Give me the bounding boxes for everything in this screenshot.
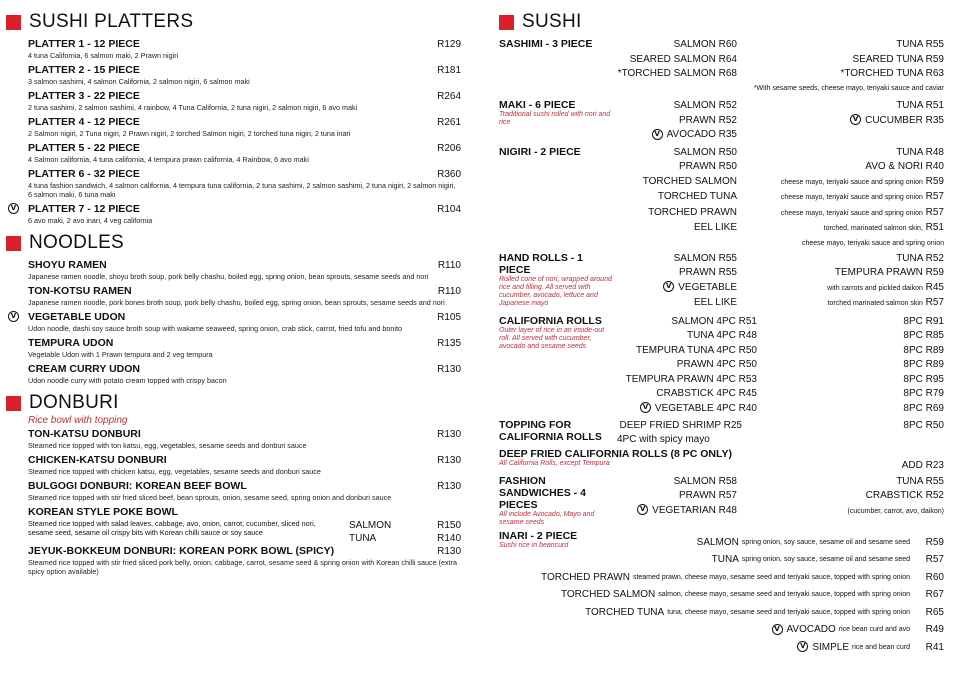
inari-desc: tuna, cheese mayo, sesame seed and teriyaki sauce, topped with spring onion [667,608,910,616]
left-entry: TORCHED TUNA [657,191,737,202]
vegetarian-icon: V [772,624,783,635]
item-desc: Japanese ramen noodle, shoyu broth soup, pork belly chashu, boiled egg, spring onion, bean sprouts, sesame seeds and nori [28,272,429,281]
section-sushi [499,10,944,34]
right-entry [737,128,944,143]
item-desc: Steamed rice topped with stir fried sliced pork belly, onion, cabbage, carrot, sesame seed & spring onion with Korean chilli sauce (extra spicy option available) [28,558,457,576]
item-name: PLATTER 5 - 22 PIECE [28,142,140,154]
vegetarian-icon: V [797,641,808,652]
left-entry: PRAWN R55 [679,267,737,278]
group-title: DEEP FRIED CALIFORNIA ROLLS (8 PC ONLY) [499,447,732,460]
price-line [499,604,944,622]
vegetarian-icon: V [8,203,19,214]
right-entry: AVO & NORI R40 [865,161,944,172]
sushi-group-inari [499,530,944,657]
right-entry: 8PC R85 [903,330,944,341]
right-entry: with carrots and pickled daikon R45 [827,281,944,293]
left-entry: TORCHED PRAWN [648,206,737,218]
section-subtitle: Rice bowl with topping [28,415,128,426]
item-title-row [28,116,461,129]
group-note: All include Avocado, Mayo and sesame seeds [499,510,595,526]
vegetarian-icon: V [652,129,663,140]
section-marker-icon [6,396,21,411]
item-desc: 3 salmon sashimi, 4 salmon California, 2 salmon nigiri, 6 salmon maki [28,77,250,86]
item-name: SHOYU RAMEN [28,259,107,271]
item-desc: 4 tuna California, 6 salmon maki, 2 Prawn nigiri [28,51,179,60]
right-entry: TUNA R51 [896,100,944,111]
item-price: R135 [437,338,461,349]
price-line [617,38,944,53]
left-entry: V VEGETARIAN R48 [617,504,737,520]
group-title: HAND ROLLS - 1 PIECE [499,251,583,276]
right-entry: 8PC R89 [903,344,944,356]
sushi-group-sashimi [499,38,944,96]
left-entry [617,237,737,249]
menu-item [28,142,461,164]
price-line [617,221,944,237]
menu-item-poke [28,506,461,545]
inari-desc: rice and bean curd [852,643,910,651]
right-entry: SEARED TUNA R59 [852,53,944,65]
item-name: PLATTER 1 - 12 PIECE [28,38,140,50]
right-entry: cheese mayo, teriyaki sauce and spring onion R59 [780,175,944,187]
entry-note: cheese mayo, teriyaki sauce and spring onion [801,239,944,247]
left-entry: SALMON R55 [673,252,737,264]
price-line [617,128,944,143]
item-price: R129 [437,39,461,50]
left-entry: TEMPURA TUNA 4PC R50 [636,344,757,356]
right-entry [737,504,944,520]
section-marker-icon [6,15,21,30]
item-name: PLATTER 3 - 22 PIECE [28,90,140,102]
vegetarian-icon: V [663,281,674,292]
section-marker-icon [499,15,514,30]
group-title: FASHION SANDWICHES - 4 PIECES [499,474,586,511]
right-entry: CRABSTICK R52 [865,490,944,501]
left-entry: SALMON R52 [673,100,737,111]
menu-item [28,363,461,385]
price-line [499,621,944,639]
inari-lines [499,534,944,657]
group-note: Sushi rice in beancurd [499,541,569,549]
left-entry: SALMON 4PC R51 [671,315,757,327]
item-desc: Udon noodle curry with potato cream topped with crispy bacon [28,376,227,385]
inari-price: R59 [925,536,944,548]
inari-name: V SIMPLE [797,639,849,657]
right-entry: TUNA R52 [896,252,944,264]
price-line [499,460,944,471]
price-line [617,160,944,175]
item-price: R181 [437,65,461,76]
inari-name: TORCHED TUNA [585,606,665,618]
group-lines [617,99,944,143]
price-line [617,387,944,402]
group-lines [617,252,944,312]
group-lines [617,38,944,96]
price-line [617,329,944,344]
left-entry: TUNA 4PC R48 [686,330,757,341]
menu-item [28,337,461,359]
group-label [499,99,617,143]
inari-name: TUNA [711,554,739,565]
item-desc: Steamed rice topped with chicken katsu, egg, vegetables, sesame seeds and donburi sauce [28,467,321,476]
left-entry: TEMPURA PRAWN 4PC R53 [625,373,757,385]
item-price: R264 [437,91,461,102]
sashimi-note: *With sesame seeds, cheese mayo, teriyaki sauce and caviar [753,84,944,92]
vegetarian-icon: V [850,114,861,125]
option-price: R150 [437,520,461,531]
sushi-group-california [499,315,944,417]
item-desc: 4 tuna fashion sandwich, 4 salmon california, 4 tempura tuna california, 2 tuna sashimi, 2 salmon sashimi, 2 tuna nigiri, 2 salmon nigiri, 6 salmon maki, 6 tuna maki [28,181,456,199]
item-name: KOREAN STYLE POKE BOWL [28,506,178,518]
inari-desc: spring onion, soy sauce, sesame oil and sesame seed [741,538,910,546]
group-label [499,419,617,445]
left-entry: SEARED SALMON R64 [629,53,737,65]
left-entry: EEL LIKE [694,297,737,308]
group-lines [617,419,944,445]
entry-note: with carrots and pickled daikon [827,284,923,292]
group-label [499,38,617,96]
group-title: CALIFORNIA ROLLS [499,314,602,327]
right-entry: V CUCUMBER R35 [737,114,944,129]
inari-price: R60 [925,571,944,583]
item-name: V PLATTER 7 - 12 PIECE [28,203,140,216]
item-title-row [28,337,461,350]
item-title-row [28,90,461,103]
left-entry: V AVOCADO R35 [617,128,737,143]
right-column [499,10,944,656]
vegetarian-icon: V [640,402,651,413]
group-title: NIGIRI - 2 PIECE [499,145,581,158]
group-note: Outer layer of rice in an inside-out roll. All served with cucumber, avocado and sesame seeds [499,326,605,350]
group-label [499,252,617,312]
item-desc: 2 tuna sashimi, 2 salmon sashimi, 4 rainbow, 4 Tuna California, 2 tuna nigiri, 2 salmon nigiri, 6 avo maki [28,103,358,112]
item-name: PLATTER 6 - 32 PIECE [28,168,140,180]
section-marker-icon [6,236,21,251]
sushi-group-hand-rolls [499,252,944,312]
left-entry: DEEP FRIED SHRIMP R25 [619,420,742,431]
menu-item [28,64,461,86]
item-title-row [28,64,461,77]
item-price: R104 [437,204,461,215]
inari-price: R65 [925,606,944,618]
menu-item [28,38,461,60]
item-price: R105 [437,312,461,323]
item-name: PLATTER 2 - 15 PIECE [28,64,140,76]
group-lines [617,475,944,527]
left-entry: PRAWN R52 [679,114,737,126]
item-name: TON-KATSU DONBURI [28,428,141,440]
price-line [617,358,944,373]
left-entry: EEL LIKE [694,222,737,233]
right-entry: TUNA R48 [896,146,944,158]
option-label: TUNA [349,533,377,544]
section-noodles [6,231,461,255]
menu-item [28,90,461,112]
price-line [617,206,944,222]
inari-desc: rice bean curd and avo [838,626,910,633]
item-price: R110 [437,286,461,297]
poke-option-tuna [331,532,461,545]
inari-desc: steamed prawn, cheese mayo, sesame seed and teriyaki sauce, topped with spring onion [632,573,910,581]
item-title-row [28,259,461,272]
item-price: R130 [437,546,461,557]
price-line [617,296,944,312]
item-price: R130 [437,455,461,466]
sushi-group-maki [499,99,944,143]
sushi-group-fashion [499,475,944,527]
price-line [617,237,944,249]
item-name: TON-KOTSU RAMEN [28,285,132,297]
item-title-row [28,142,461,155]
left-entry: TORCHED SALMON [642,175,737,187]
right-entry: TUNA R55 [896,39,944,50]
sushi-list [499,38,944,656]
item-name: CREAM CURRY UDON [28,363,141,375]
right-entry: cheese mayo, teriyaki sauce and spring onion R57 [780,191,944,202]
price-line [617,504,944,520]
section-title: NOODLES [29,232,125,253]
left-entry: SALMON R50 [673,146,737,158]
price-line [617,53,944,68]
poke-prices [331,519,461,545]
menu-item [10,203,461,225]
menu-item [10,311,461,333]
price-line [617,434,944,445]
sushi-group-topping [499,419,944,445]
entry-note: cheese mayo, teriyaki sauce and spring onion [780,209,923,217]
price-line [499,569,944,587]
menu-item [28,259,461,281]
item-price: R130 [437,429,461,440]
item-desc: 6 avo maki, 2 avo inari, 4 veg california [28,216,153,225]
price-line [617,99,944,114]
noodles-list [6,259,461,385]
inari-price: R49 [925,624,944,635]
item-price: R360 [437,169,461,180]
option-label: SALMON [349,520,392,531]
left-entry: V VEGETABLE [617,281,737,297]
option-price: R140 [437,533,461,544]
item-title-row [28,428,461,441]
inari-name: SALMON [696,536,739,548]
price-line [617,175,944,191]
menu-item [28,454,461,476]
menu-item [28,168,461,199]
item-title-row [28,285,461,298]
inari-name: TORCHED PRAWN [541,571,630,583]
item-title-row [28,480,461,493]
item-desc: 4 Salmon california, 4 tuna california, 4 tempura prawn california, 4 Rainbow, 6 avo maki [28,155,309,164]
entry-note: cheese mayo, teriyaki sauce and spring onion [780,194,923,201]
price-line [617,475,944,490]
donburi-list [6,428,461,502]
entry-note: cheese mayo, teriyaki sauce and spring onion [780,178,923,186]
price-line [617,114,944,129]
left-entry: *TORCHED SALMON R68 [617,68,737,79]
right-entry: ADD R23 [901,459,944,471]
right-entry: TEMPURA PRAWN R59 [834,267,944,278]
item-price: R110 [437,260,461,271]
menu-item [28,428,461,450]
item-desc: Steamed rice topped with salad leaves, cabbage, avo, onion, carrot, cucumber, sliced nori, sesame seed, sesame oil crispy bits with Korean chilli sauce or soy sauce [28,519,316,537]
item-desc: Japanese ramen noodle, pork bones broth soup, pork belly chashu, boiled egg, spring onion, bean sprouts, sesame seeds and nori [28,298,445,307]
price-line [617,190,944,206]
section-donburi [6,391,461,415]
item-title-row [28,454,461,467]
left-entry: CRABSTICK 4PC R45 [656,388,757,399]
item-title-row [28,38,461,51]
left-entry: PRAWN R50 [679,161,737,172]
section-sushi-platters [6,10,461,34]
price-line [617,281,944,297]
item-desc: Steamed rice topped with stir fried sliced beef, bean sprouts, onion, sesame seed, spring onion and donburi sauce [28,493,392,502]
group-note: All California Rolls, except Tempura [499,459,610,467]
poke-option-salmon [331,519,461,532]
price-line [617,489,944,504]
left-column [6,10,461,580]
menu-item [28,285,461,307]
inari-price: R41 [925,641,944,653]
price-line [617,266,944,281]
item-title-row [10,311,461,324]
price-line [617,373,944,388]
group-title: CALIFORNIA ROLLS [499,431,602,443]
price-line [499,551,944,569]
group-note: Traditional sushi rolled with nori and rice [499,111,611,126]
group-note: Rolled cone of nori, wrapped around rice and filling. All served with cucumber, avocado, lettuce and Japanese mayo [499,275,612,307]
vegetarian-icon: V [637,504,648,515]
right-entry: 8PC R79 [903,388,944,399]
group-lines [617,315,944,417]
item-name: CHICKEN-KATSU DONBURI [28,454,167,466]
price-line [499,586,944,604]
right-entry: torched marinated salmon skin R57 [827,297,944,308]
inari-price: R57 [925,554,944,565]
item-title-row [28,545,461,558]
item-title-row [10,203,461,216]
item-name: JEYUK-BOKKEUM DONBURI: KOREAN PORK BOWL (SPICY) [28,545,335,557]
inari-desc: salmon, cheese mayo, sesame seed and teriyaki sauce, topped with spring onion [658,591,910,598]
group-label [499,315,617,417]
group-title: TOPPING FOR [499,419,572,431]
topping-sub: 4PC with spicy mayo [617,433,710,445]
item-desc: Udon noodle, dashi soy sauce broth soup with wakame seaweed, spring onion, crab stick, carrot, fried tofu and bonito [28,324,402,333]
menu-item [28,480,461,502]
poke-row [28,519,461,545]
group-label [499,448,944,460]
item-desc: Vegetable Udon with 1 Prawn tempura and 2 veg tempura [28,350,213,359]
platters-list [6,38,461,225]
entry-note: (cucumber, carrot, avo, daikon) [847,507,944,515]
price-line [617,344,944,359]
group-title: MAKI - 6 PIECE [499,99,576,111]
right-entry: *TORCHED TUNA R63 [840,68,944,79]
left-entry: V VEGETABLE 4PC R40 [617,402,757,417]
sushi-group-nigiri [499,146,944,249]
price-line [617,315,944,330]
item-price: R130 [437,481,461,492]
left-entry: PRAWN 4PC R50 [676,359,757,370]
left-entry: SALMON R58 [673,475,737,487]
right-entry: TUNA R55 [896,475,944,487]
section-title: SUSHI [522,11,582,32]
item-title-row [28,363,461,376]
vegetarian-icon: V [8,311,19,322]
menu-item-jeyuk [28,545,461,576]
item-name: TEMPURA UDON [28,337,114,349]
inari-desc: spring onion, soy sauce, sesame oil and sesame seed [741,556,910,563]
sushi-group-deep-fried [499,448,944,471]
item-price: R130 [437,364,461,375]
group-label [499,475,617,527]
group-lines [617,146,944,249]
item-price: R261 [437,117,461,128]
section-title: SUSHI PLATTERS [29,11,194,32]
item-name: PLATTER 4 - 12 PIECE [28,116,140,128]
left-entry: SALMON R60 [673,39,737,50]
inari-name: TORCHED SALMON [560,589,656,600]
price-line [617,402,944,417]
item-name: BULGOGI DONBURI: KOREAN BEEF BOWL [28,480,247,492]
item-title-row [28,168,461,181]
inari-name: V AVOCADO [772,621,836,639]
right-entry [737,237,944,249]
menu-item [28,116,461,138]
item-price: R206 [437,143,461,154]
right-entry: 8PC R69 [903,402,944,414]
right-entry: cheese mayo, teriyaki sauce and spring onion R57 [780,206,944,218]
price-line [617,419,944,434]
left-entry: PRAWN R57 [679,490,737,501]
item-desc: Steamed rice topped with ton katsu, egg, vegetables, sesame seeds and donburi sauce [28,441,307,450]
right-entry: 8PC R50 [903,420,944,431]
right-entry: 8PC R89 [903,359,944,370]
group-title: SASHIMI - 3 PIECE [499,38,593,50]
entry-note: torched marinated salmon skin [827,300,923,307]
price-line [617,67,944,82]
right-entry: 8PC R95 [903,373,944,385]
right-entry: 8PC R91 [903,315,944,327]
inari-price: R67 [925,589,944,600]
price-line [499,639,944,657]
section-title: DONBURI [29,392,119,413]
entry-note: torched, marinated salmon skin, [823,225,923,232]
item-name: V VEGETABLE UDON [28,311,125,324]
right-entry: torched, marinated salmon skin, R51 [823,222,944,233]
group-title: INARI - 2 PIECE [499,529,578,542]
price-line [617,146,944,161]
item-desc: 2 Salmon nigiri, 2 Tuna nigiri, 2 Prawn nigiri, 2 torched Salmon nigiri, 2 torched tuna nigiri, 2 tuna inari [28,129,351,138]
price-line [617,252,944,267]
group-label [499,146,617,249]
